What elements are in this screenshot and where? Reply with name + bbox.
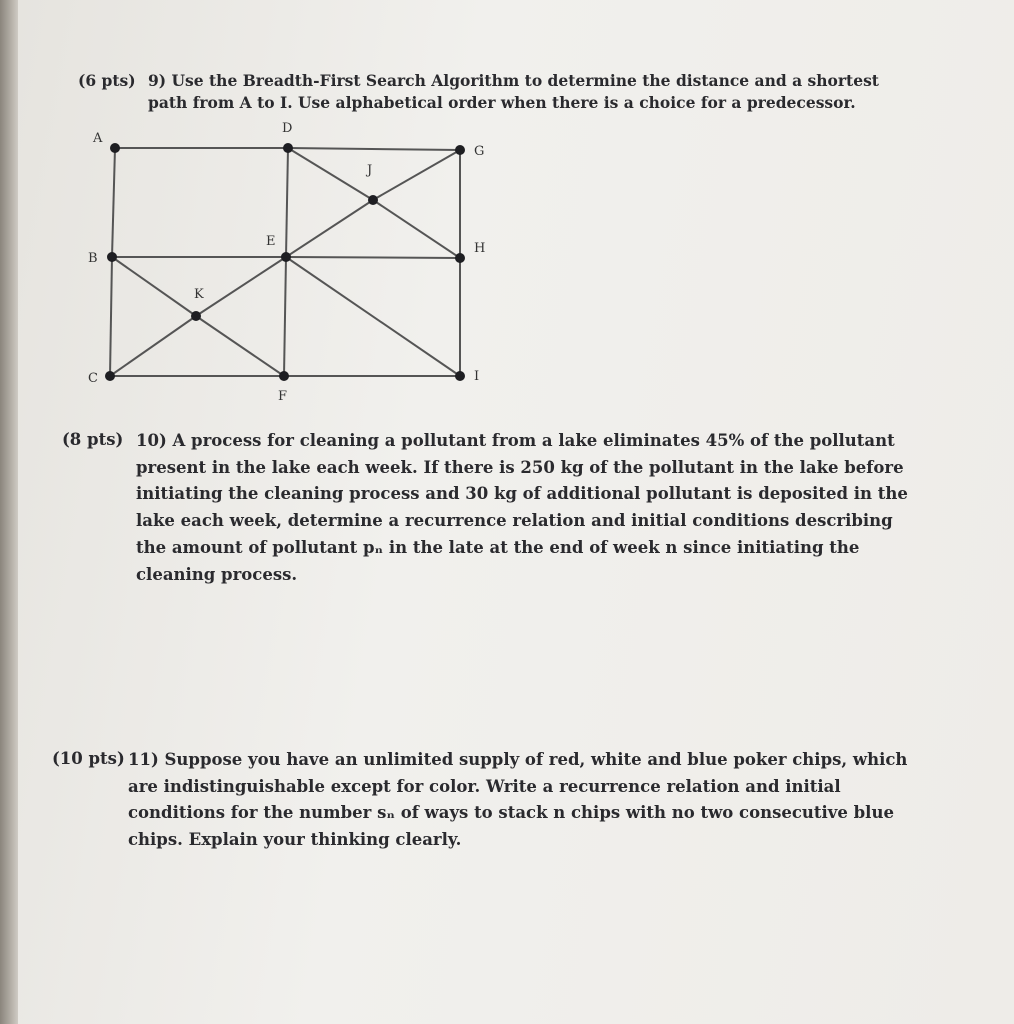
vertex-J [368,195,378,205]
edge-K-C [110,316,196,376]
edge-G-J [373,150,460,200]
edge-B-K [112,257,196,316]
edge-E-H [286,257,460,258]
vertex-label-J: J [367,163,373,178]
edge-A-B [112,148,115,257]
vertex-C [105,371,115,381]
edge-D-E [286,148,288,257]
vertex-label-I: I [474,369,480,384]
vertex-label-A: A [93,131,103,146]
vertex-H [455,253,465,263]
paper-edge-shadow [0,0,18,1024]
bfs-graph [80,120,520,410]
vertex-F [279,371,289,381]
question-11-points: (10 pts) [52,749,125,768]
vertex-label-K: K [194,287,204,302]
edge-J-E [286,200,373,257]
question-11-text: 11) Suppose you have an unlimited supply of red, white and blue poker chips, which are indistinguishable except for color. Write a recurrence relation and initial conditions for the number sₙ of ways to stack n chips with no two consecutive blue chips. Explain your thinking clearly. [128,750,908,850]
vertex-label-E: E [266,234,276,249]
vertex-B [107,252,117,262]
vertex-label-H: H [474,241,486,256]
question-10-points: (8 pts) [62,430,124,449]
edge-K-F [196,316,284,376]
vertex-I [455,371,465,381]
vertex-A [110,143,120,153]
question-10-text: 10) A process for cleaning a pollutant from a lake eliminates 45% of the pollutant present in the lake each week. If there is 250 kg of the pollutant in the lake before initiating the cleaning process and 30 kg of additional pollutant is deposited in the lake each week, determine a recurrence relation and initial conditions describing the amount of pollutant pₙ in the late at the end of week n since initiating the cleaning process. [136,431,908,584]
vertex-G [455,145,465,155]
vertex-label-D: D [282,121,293,136]
question-9-points: (6 pts) [78,71,136,90]
edge-J-H [373,200,460,258]
edge-E-F [284,257,286,376]
vertex-E [281,252,291,262]
vertex-label-C: C [88,371,98,386]
vertex-label-G: G [474,144,485,159]
edge-D-G [288,148,460,150]
question-9-text: 9) Use the Breadth-First Search Algorithm to determine the distance and a shortest path from A to I. Use alphabetical order when there is a choice for a predecessor. [148,71,879,112]
vertex-K [191,311,201,321]
vertex-D [283,143,293,153]
edge-E-K [196,257,286,316]
edge-B-C [110,257,112,376]
edge-E-I [286,257,460,376]
vertex-label-B: B [88,251,98,266]
edge-D-J [288,148,373,200]
vertex-label-F: F [278,389,288,404]
